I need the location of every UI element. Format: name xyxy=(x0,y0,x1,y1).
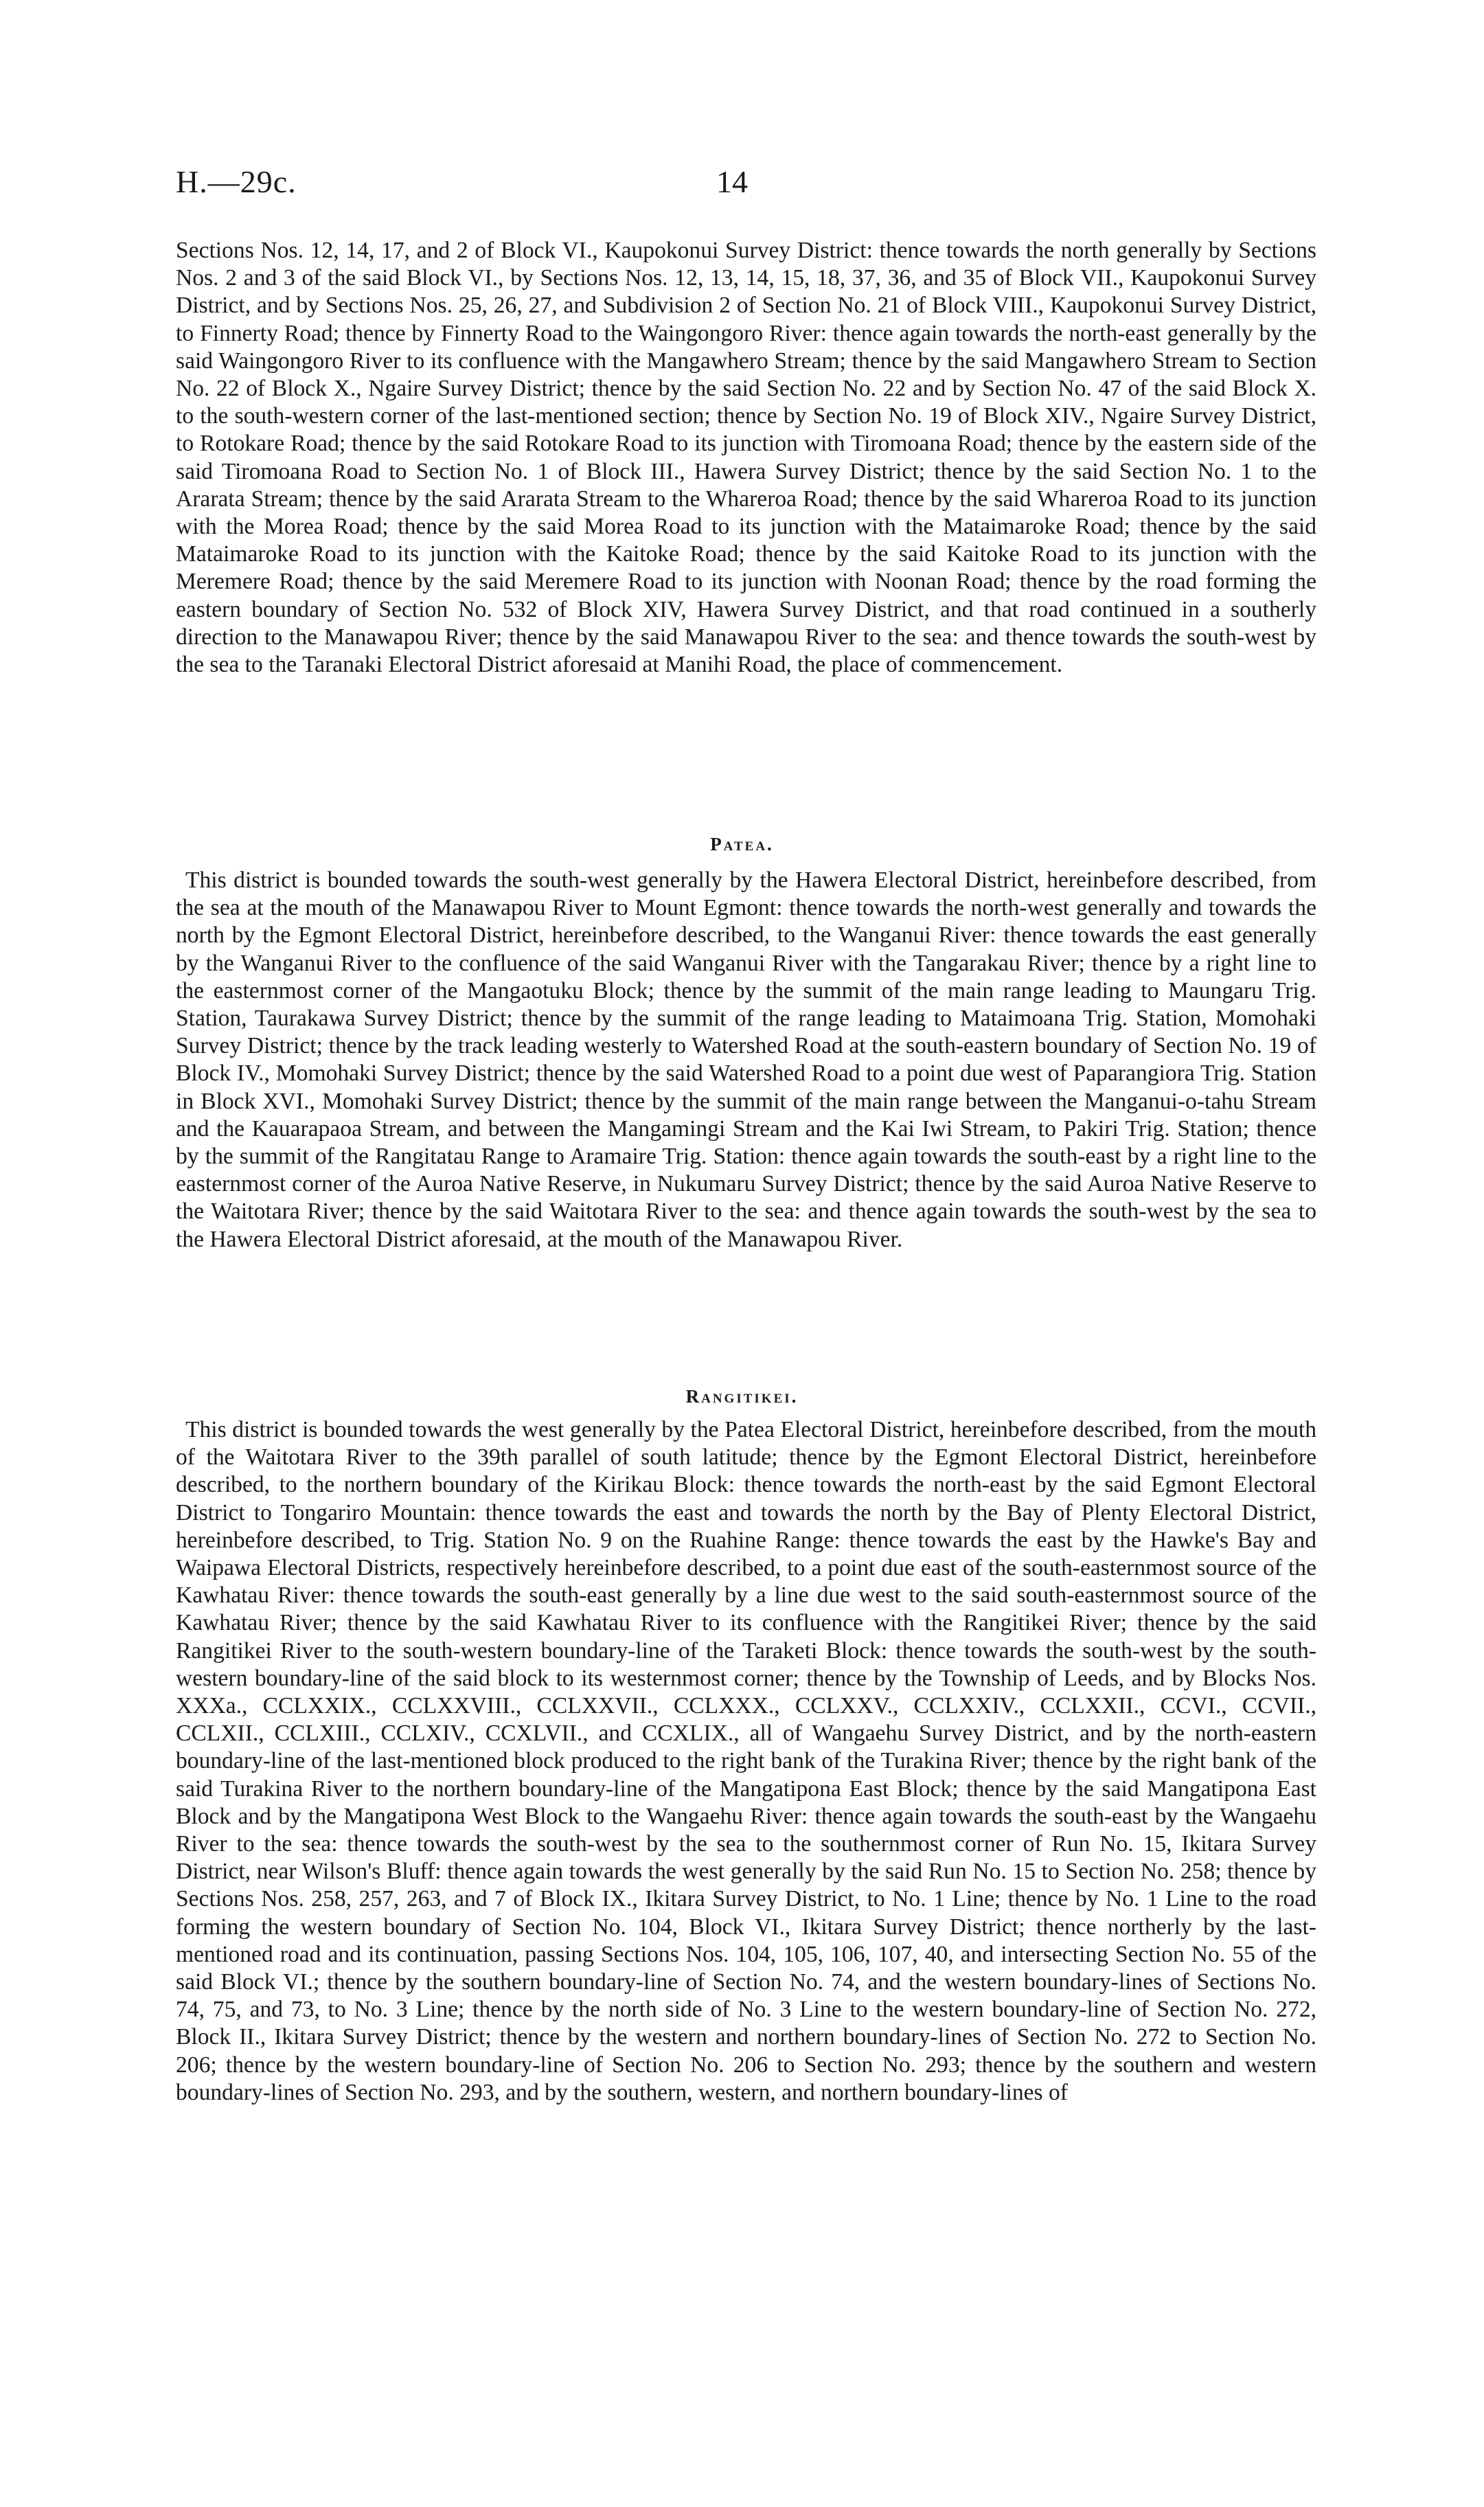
section-heading-rangitikei: Rangitikei. xyxy=(685,1386,799,1407)
paragraph-continuation: Sections Nos. 12, 14, 17, and 2 of Block VI., Kaupokonui Survey District: thence towards the north generally by Sections Nos. 2 and 3 of the said Block VI., by Sections Nos. 12, 13, 14, 15, 18, 37, 36, and 35 of Block VII., Kaupokonui Survey District, and by Sections Nos. 25, 26, 27, and Subdivision 2 of Section No. 21 of Block VIII., Kaupokonui Survey District, to Finnerty Road; thence by Finnerty Road to the Waingongoro River: thence again towards the north-east generally by the said Waingongoro River to its confluence with the Mangawhero Stream; thence by the said Mangawhero Stream to Section No. 22 of Block X., Ngaire Survey District; thence by the said Section No. 22 and by Section No. 47 of the said Block X. to the south-western corner of the last-mentioned section; thence by Section No. 19 of Block XIV., Ngaire Survey District, to Rotokare Road; thence by the said Rotokare Road to its junction with Tiromoana Road; thence by the eastern side of the said Tiromoana Road to Section No. 1 of Block III., Hawera Survey District; thence by the said Section No. 1 to the Ararata Stream; thence by the said Ararata Stream to the Whareroa Road; thence by the said Whareroa Road to its junction with the Morea Road; thence by the said Morea Road to its junction with the Mataimaroke Road; thence by the said Mataimaroke Road to its junction with the Kaitoke Road; thence by the said Kaitoke Road to its junction with the Meremere Road; thence by the said Meremere Road to its junction with Noonan Road; thence by the road forming the eastern boundary of Section No. 532 of Block XIV, Hawera Survey District, and that road continued in a southerly direction to the Manawapou River; thence by the said Manawapou River to the sea: and thence towards the south-west by the sea to the Taranaki Electoral District aforesaid at Manihi Road, the place of commencement. xyxy=(176,238,1316,678)
paragraph-rangitikei: This district is bounded towards the west generally by the Patea Electoral District, hereinbefore described, from the mouth of the Waitotara River to the 39th parallel of south latitude; thence by the Egmont Electoral District, hereinbefore described, to the northern boundary of the Kirikau Block: thence towards the north-east by the said Egmont Electoral District to Tongariro Mountain: thence towards the east and towards the north by the Bay of Plenty Electoral District, hereinbefore described, to Trig. Station No. 9 on the Ruahine Range: thence towards the east by the Hawke's Bay and Waipawa Electoral Districts, respectively hereinbefore described, to a point due east of the south-easternmost source of the Kawhatau River: thence towards the south-east generally by a line due west to the said south-easternmost source of the Kawhatau River; thence by the said Kawhatau River to its confluence with the Rangitikei River; thence by the said Rangitikei River to the south-western boundary-line of the Taraketi Block: thence towards the south-west by the south-western boundary-line of the said block to its westernmost corner; thence by the Township of Leeds, and by Blocks Nos. XXXa., CCLXXIX., CCLXXVIII., CCLXXVII., CCLXXX., CCLXXV., CCLXXIV., CCLXXII., CCVI., CCVII., CCLXII., CCLXIII., CCLXIV., CCXLVII., and CCXLIX., all of Wangaehu Survey District, and by the north-eastern boundary-line of the last-mentioned block produced to the right bank of the Turakina River; thence by the right bank of the said Turakina River to the northern boundary-line of the Mangatipona East Block; thence by the said Mangatipona East Block and by the Mangatipona West Block to the Wangaehu River: thence again towards the south-east by the Wangaehu River to the sea: thence towards the south-west by the sea to the southernmost corner of Run No. 15, Ikitara Survey District, near Wilson's Bluff: thence again towards the west generally by the said Run No. 15 to Section No. 258; thence by Sections Nos. 258, 257, 263, and 7 of Block IX., Ikitara Survey District, to No. 1 Line; thence by No. 1 Line to the road forming the western boundary of Section No. 104, Block VI., Ikitara Survey District; thence northerly by the last-mentioned road and its continuation, passing Sections Nos. 104, 105, 106, 107, 40, and intersecting Section No. 55 of the said Block VI.; thence by the southern boundary-line of Section No. 74, and the western boundary-lines of Sections No. 74, 75, and 73, to No. 3 Line; thence by the north side of No. 3 Line to the western boundary-line of Section No. 272, Block II., Ikitara Survey District; thence by the western and northern boundary-lines of Section No. 272 to Section No. 206; thence by the western boundary-line of Section No. 206 to Section No. 293; thence by the southern and western boundary-lines of Section No. 293, and by the southern, western, and northern boundary-lines of xyxy=(176,1417,1316,2105)
page-number: 14 xyxy=(716,164,748,199)
section-heading-patea: Patea. xyxy=(710,834,774,854)
document-reference: H.—29c. xyxy=(176,164,297,199)
paragraph-patea: This district is bounded towards the south-west generally by the Hawera Electoral District, hereinbefore described, from the sea at the mouth of the Manawapou River to Mount Egmont: thence towards the north-west generally and towards the north by the Egmont Electoral District, hereinbefore described, to the Wanganui River: thence towards the east generally by the Wanganui River to the confluence of the said Wanganui River with the Tangarakau River; thence by a right line to the easternmost corner of the Mangaotuku Block; thence by the summit of the main range leading to Maungaru Trig. Station, Taurakawa Survey District; thence by the summit of the range leading to Mataimoana Trig. Station, Momohaki Survey District; thence by the track leading westerly to Watershed Road at the south-eastern boundary of Section No. 19 of Block IV., Momohaki Survey District; thence by the said Watershed Road to a point due west of Paparangiora Trig. Station in Block XVI., Momohaki Survey District; thence by the summit of the main range between the Manganui-o-tahu Stream and the Kauarapaoa Stream, and between the Mangamingi Stream and the Kai Iwi Stream, to Pakiri Trig. Station; thence by the summit of the Rangitatau Range to Aramaire Trig. Station: thence again towards the south-east by a right line to the easternmost corner of the Auroa Native Reserve, in Nukumaru Survey District; thence by the said Auroa Native Reserve to the Waitotara River; thence by the said Waitotara River to the sea: and thence again towards the south-west by the sea to the Hawera Electoral District aforesaid, at the mouth of the Manawapou River. xyxy=(176,867,1316,1252)
